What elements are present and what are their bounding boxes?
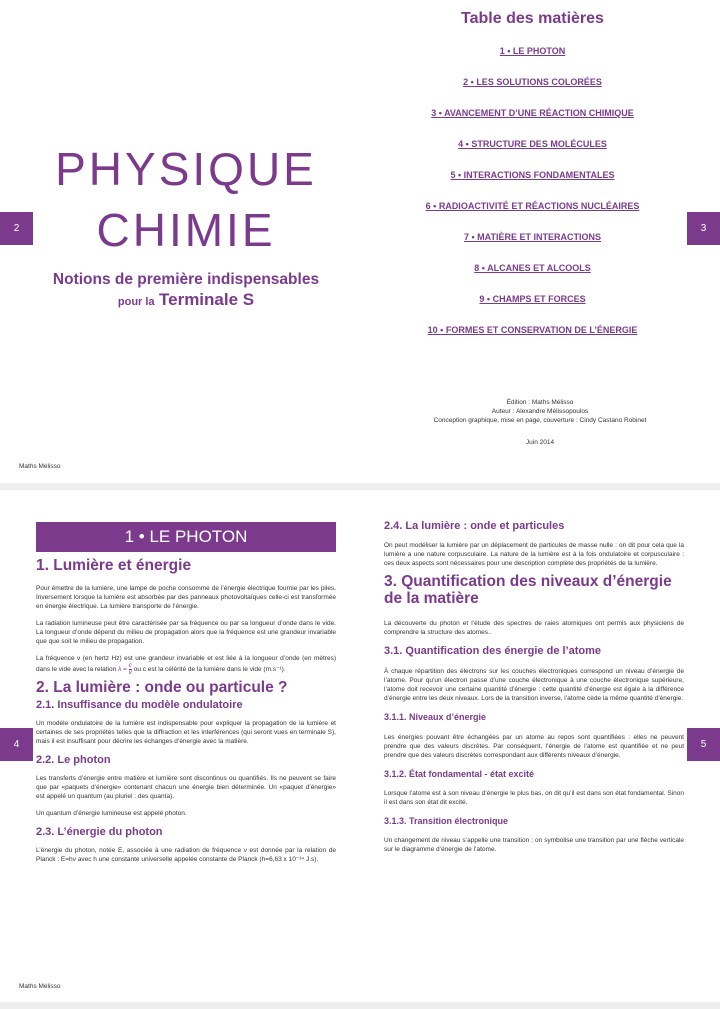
paragraph-2-2a: Les transferts d’énergie entre matière et lumière sont discontinus ou quantifiés. Ils ne peuvent se faire que par «paquets d’énergie» contenant chacun une énergie bien déterminée. Un «paquet d’énergie» est appelé un quantum (au pluriel : des quanta). bbox=[36, 775, 336, 800]
paragraph-3: La découverte du photon et l’étude des spectres de raies atomiques ont permis aux physiciens de comprendre la structure des atomes.. bbox=[384, 620, 684, 636]
heading-3: 3. Quantification des niveaux d’énergie de la matière bbox=[384, 573, 672, 607]
credits-edition: Édition : Maths Mélisso bbox=[506, 399, 574, 406]
right-column bbox=[384, 520, 684, 854]
heading-1: 1. Lumière et énergie bbox=[36, 557, 192, 574]
paragraph-1-1: Pour émettre de la lumière, une lampe de poche consomme de l’énergie électrique fournie par les piles. Inversement lorsque la lumière est absorbée par des panneaux photovoltaïques celle-ci est transformée en énergie électrique. La lumière transporte de l’énergie. bbox=[36, 585, 336, 610]
page-number-4: 4 bbox=[0, 728, 33, 761]
cover-subtitle: Notions de première indispensables bbox=[52, 271, 320, 288]
cover-title-chimie: CHIMIE bbox=[96, 204, 276, 256]
toc-item-4[interactable]: 4 • STRUCTURE DES MOLÉCULES bbox=[458, 139, 607, 149]
spread-pages-2-3 bbox=[0, 0, 720, 483]
heading-2-2: 2.2. Le photon bbox=[36, 754, 111, 766]
chapter-banner: 1 • LE PHOTON bbox=[36, 522, 336, 552]
formula-numerator: c bbox=[128, 662, 132, 669]
heading-3-1: 3.1. Quantification des énergie de l’atome bbox=[384, 645, 602, 657]
credits-date: Juin 2014 bbox=[525, 439, 555, 446]
toc-item-10[interactable]: 10 • FORMES ET CONSERVATION DE L’ÉNERGIE bbox=[427, 325, 638, 335]
toc-item-7[interactable]: 7 • MATIÈRE ET INTERACTIONS bbox=[464, 232, 601, 242]
footer-left-2: Maths Mélisso bbox=[19, 983, 61, 990]
toc-item-8[interactable]: 8 • ALCANES ET ALCOOLS bbox=[474, 263, 591, 273]
credits-design: Conception graphique, mise en page, couverture : Cindy Castano Robinet bbox=[433, 417, 647, 424]
cover-title-physique: PHYSIQUE bbox=[55, 143, 317, 195]
paragraph-2-2b: Un quantum d’énergie lumineuse est appelé photon. bbox=[36, 810, 187, 817]
paragraph-3-1-3: Un changement de niveau s’appelle une transition ; on symbolise une transition par une flèche verticale sur le diagramme d’énergie de l’atome. bbox=[384, 837, 684, 853]
paragraph-1-3b: ou c est la célérité de la lumière dans le vide (m.s⁻¹). bbox=[133, 666, 286, 674]
formula-denominator: ν bbox=[128, 669, 132, 676]
page-number-3: 3 bbox=[687, 212, 720, 245]
heading-2-1: 2.1. Insuffisance du modèle ondulatoire bbox=[36, 699, 243, 711]
formula-fraction bbox=[129, 663, 132, 676]
left-column bbox=[36, 522, 336, 864]
toc-item-1[interactable]: 1 • LE PHOTON bbox=[499, 46, 566, 56]
paragraph-1-3 bbox=[36, 654, 336, 676]
heading-3-1-3: 3.1.3. Transition électronique bbox=[384, 816, 509, 826]
paragraph-1-2: La radiation lumineuse peut être caractérisée par sa fréquence ou par sa longueur d’onde dans le vide. La longueur d’onde dépend du milieu de propagation alors que la fréquence est une grandeur invariable que que soit le milieu de propagation. bbox=[36, 620, 336, 645]
paragraph-3-1-2: Lorsque l’atome est à son niveau d’énergie le plus bas, on dit qu’il est dans son état fondamental. Sinon il est dans son état dit excité. bbox=[384, 790, 684, 806]
paragraph-2-1: Un modèle ondulatoire de la lumière est indispensable pour expliquer la propagation de la lumière et certaines de ses propriétés telles que la diffraction et les interférences (qui seront vues en terminale S), mais il est insuffisant pour décrire les échanges d’énergie avec la matière. bbox=[36, 720, 336, 745]
heading-3-1-1: 3.1.1. Niveaux d’énergie bbox=[384, 712, 487, 722]
cover-subtitle-line2 bbox=[36, 290, 336, 310]
toc-title: Table des matières bbox=[461, 10, 604, 27]
cover-subtitle-pre: pour la bbox=[117, 296, 155, 308]
toc-item-3[interactable]: 3 • AVANCEMENT D’UNE RÉACTION CHIMIQUE bbox=[431, 108, 634, 118]
footer-left: Maths Mélisso bbox=[19, 463, 61, 470]
heading-3-1-2: 3.1.2. État fondamental - état excité bbox=[384, 769, 535, 779]
heading-2: 2. La lumière : onde ou particule ? bbox=[36, 679, 288, 696]
heading-2-3: 2.3. L’énergie du photon bbox=[36, 826, 163, 838]
cover-subtitle-terminale: Terminale S bbox=[159, 290, 255, 309]
formula-lambda: λ = bbox=[118, 666, 127, 674]
page-number-2: 2 bbox=[0, 212, 33, 245]
heading-2-4: 2.4. La lumière : onde et particules bbox=[384, 520, 565, 532]
paragraph-2-4: On peut modéliser la lumière par un déplacement de particules de masse nulle : on dit pour cela que la lumière a une nature corpusculaire. La nature de la lumière est à la fois ondulatoire et corpusculaire : ces deux aspects sont nécessaires pour une description complète des propriétés de la lumière. bbox=[384, 542, 684, 567]
toc-item-9[interactable]: 9 • CHAMPS ET FORCES bbox=[479, 294, 586, 304]
paragraph-2-3: L’énergie du photon, notée E, associée à une radiation de fréquence ν est donnée par la relation de Planck : E=hν avec h une constante universelle appelée constante de Planck (h=6,63 x 10⁻³⁴ J.s). bbox=[36, 847, 336, 863]
page-number-5: 5 bbox=[687, 728, 720, 761]
spread-pages-4-5 bbox=[0, 490, 720, 1002]
paragraph-1-3a: La fréquence ν (en hertz Hz) est une grandeur invariable et est liée à la longueur d’onde (en mètres) dans le vide avec la relation bbox=[36, 655, 336, 674]
toc-item-6[interactable]: 6 • RADIOACTIVITÉ ET RÉACTIONS NUCLÉAIRES bbox=[425, 201, 640, 211]
paragraph-3-1-1: Les énergies pouvant être échangées par un atome au repos sont quantifiées : elles ne peuvent prendre que des valeurs discrètes. Par conséquent, l’énergie de l’atome est quantifiée et ne peut prendre que des valeurs discrètes correspondant aux différents niveaux d’énergie. bbox=[384, 734, 684, 759]
paragraph-3-1: À chaque répartition des électrons sur les couches électroniques correspond un niveau d’énergie de l’atome. Pour qu’un électron passe d’une couche électronique à une couche électronique supérieure, l’atome doit recevoir une certaine quantité d’énergie : cette quantité d’énergie est égale à la différence d’énergie entre les deux niveaux. Lors de la transition inverse, l’atome cède la même quantité d’énergie. bbox=[384, 668, 684, 702]
credits-author: Auteur : Alexandre Mélissopoulos bbox=[491, 408, 589, 415]
toc-item-5[interactable]: 5 • INTERACTIONS FONDAMENTALES bbox=[450, 170, 615, 180]
toc-item-2[interactable]: 2 • LES SOLUTIONS COLORÉES bbox=[463, 77, 602, 87]
